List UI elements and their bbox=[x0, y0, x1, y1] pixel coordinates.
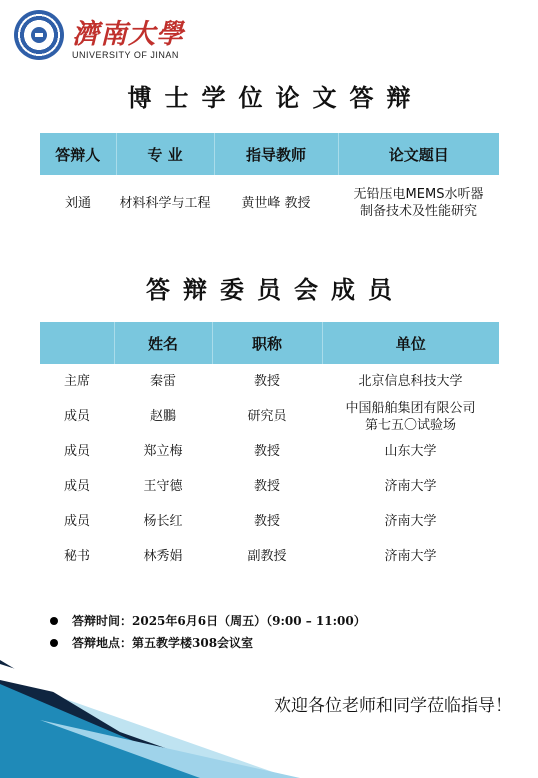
defense-info bbox=[48, 610, 366, 654]
committee-title: 答辩委员会成员 bbox=[146, 276, 405, 304]
member-name: 杨长红 bbox=[143, 514, 183, 529]
header-unit: 单位 bbox=[322, 322, 499, 364]
university-seal-icon bbox=[14, 10, 64, 60]
defender-name: 刘通 bbox=[64, 195, 91, 211]
table-row bbox=[40, 434, 499, 469]
member-title: 教授 bbox=[253, 374, 280, 389]
header-major: 专 业 bbox=[116, 133, 214, 175]
defender-advisor: 黄世峰 教授 bbox=[241, 195, 311, 211]
header-thesis: 论文题目 bbox=[338, 133, 499, 175]
member-title: 研究员 bbox=[247, 409, 287, 424]
defense-table-row bbox=[40, 175, 499, 231]
defense-table bbox=[40, 133, 499, 231]
member-name: 赵鵬 bbox=[149, 409, 176, 424]
defense-time-item bbox=[48, 610, 366, 632]
table-row bbox=[40, 504, 499, 539]
member-role: 成员 bbox=[63, 479, 90, 494]
member-title: 教授 bbox=[253, 444, 280, 459]
logo-name-cn: 濟南大學 bbox=[72, 19, 184, 50]
member-name: 王守德 bbox=[143, 479, 183, 494]
university-logo bbox=[14, 10, 314, 66]
member-unit-line2: 第七五〇试验场 bbox=[364, 417, 456, 433]
thesis-title-line1: 无铅压电MEMS水听器 bbox=[353, 187, 484, 202]
defense-location: 答辩地点：第五教学楼308会议室 bbox=[72, 636, 254, 650]
header-advisor: 指导教师 bbox=[214, 133, 338, 175]
member-role: 秘书 bbox=[63, 549, 90, 564]
member-name: 秦雷 bbox=[149, 374, 176, 389]
logo-name-en: UNIVERSITY OF JINAN bbox=[72, 50, 179, 60]
table-row bbox=[40, 469, 499, 504]
member-title: 教授 bbox=[253, 479, 280, 494]
committee-table bbox=[40, 322, 499, 574]
table-row bbox=[40, 399, 499, 434]
member-unit bbox=[322, 399, 499, 434]
header-name: 姓名 bbox=[114, 322, 212, 364]
thesis-title-line2: 制备技术及性能研究 bbox=[359, 204, 477, 219]
member-unit: 济南大学 bbox=[384, 549, 437, 564]
committee-table-header bbox=[40, 322, 499, 364]
member-title: 副教授 bbox=[247, 549, 287, 564]
defense-table-header bbox=[40, 133, 499, 175]
member-unit: 北京信息科技大学 bbox=[358, 374, 463, 389]
member-role: 成员 bbox=[63, 409, 90, 424]
member-name: 郑立梅 bbox=[143, 444, 183, 459]
table-row bbox=[40, 364, 499, 399]
member-unit-line1: 中国船舶集团有限公司 bbox=[345, 400, 476, 416]
member-unit: 济南大学 bbox=[384, 479, 437, 494]
header-title: 职称 bbox=[212, 322, 322, 364]
member-role: 成员 bbox=[63, 514, 90, 529]
member-role: 成员 bbox=[63, 444, 90, 459]
member-unit: 山东大学 bbox=[384, 444, 437, 459]
bullet-icon bbox=[50, 617, 58, 625]
member-role: 主席 bbox=[63, 374, 90, 389]
defender-major: 材料科学与工程 bbox=[119, 195, 211, 211]
member-unit: 济南大学 bbox=[384, 514, 437, 529]
defense-location-item bbox=[48, 632, 366, 654]
header-defender: 答辩人 bbox=[40, 133, 116, 175]
table-row bbox=[40, 539, 499, 574]
defense-time: 答辩时间：2025年6月6日（周五）（9:00 – 11:00） bbox=[72, 614, 366, 628]
welcome-message: 欢迎各位老师和同学莅临指导！ bbox=[274, 696, 512, 716]
thesis-title bbox=[338, 175, 499, 231]
member-name: 林秀娟 bbox=[143, 549, 183, 564]
page-title: 博士学位论文答辩 bbox=[127, 84, 424, 112]
bullet-icon bbox=[50, 639, 58, 647]
member-title: 教授 bbox=[253, 514, 280, 529]
header-role bbox=[40, 322, 114, 364]
